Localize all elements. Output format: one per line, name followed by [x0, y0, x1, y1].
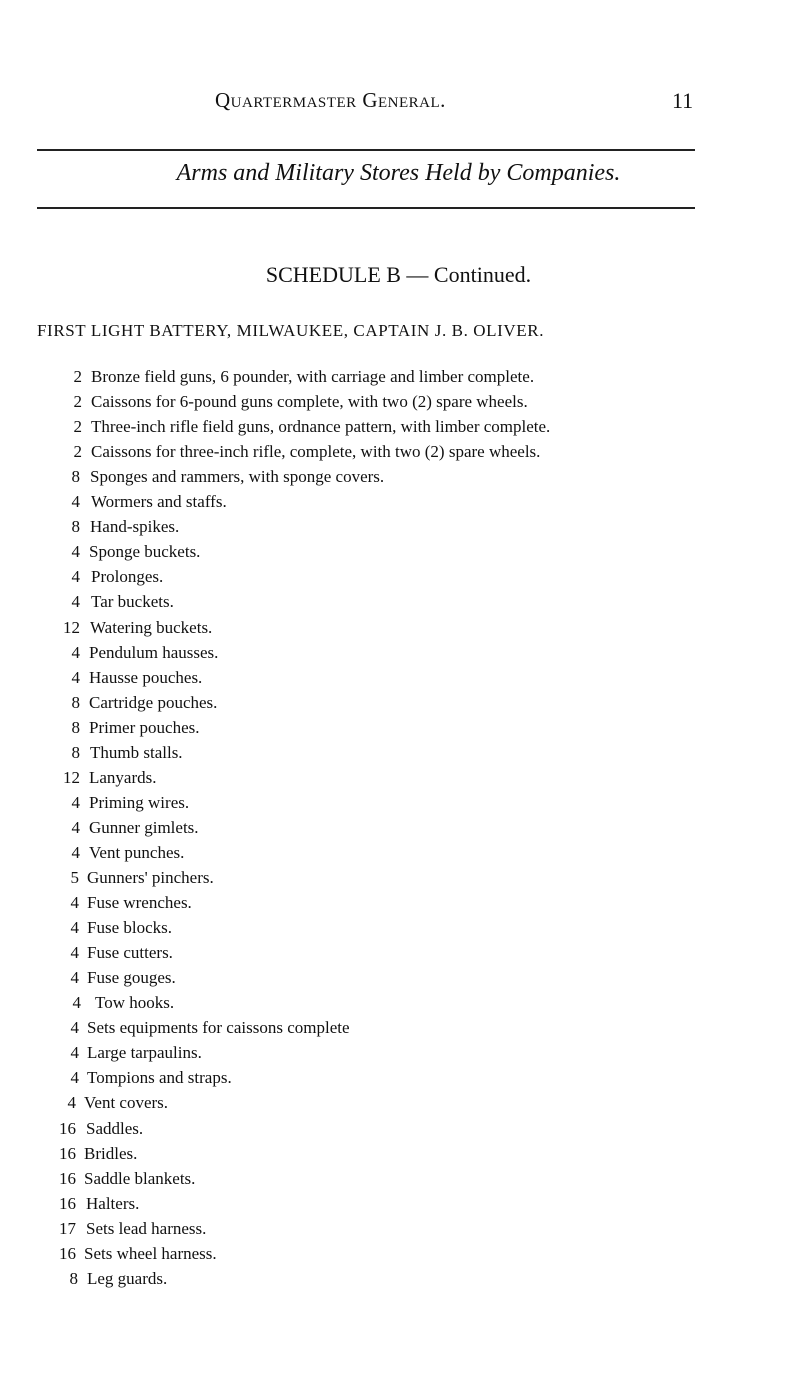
item-quantity: 4 [71, 492, 80, 511]
list-item [0, 492, 797, 516]
item-description: Bronze field guns, 6 pounder, with carriage and limber complete. [91, 367, 535, 386]
list-item [0, 467, 797, 491]
list-item [0, 1269, 797, 1293]
item-quantity: 17 [59, 1219, 76, 1238]
list-item [0, 567, 797, 591]
list-item [0, 1119, 797, 1143]
item-quantity: 12 [63, 768, 80, 787]
item-description: Primer pouches. [89, 718, 200, 737]
item-quantity: 4 [71, 542, 80, 561]
list-item [0, 1219, 797, 1243]
item-description: Fuse blocks. [87, 918, 172, 937]
item-description: Gunners' pinchers. [87, 868, 214, 887]
item-description: Tow hooks. [95, 993, 175, 1012]
item-quantity: 12 [63, 618, 80, 637]
list-item [0, 668, 797, 692]
item-description: Vent punches. [89, 843, 185, 862]
item-quantity: 4 [71, 668, 80, 687]
list-item [0, 592, 797, 616]
item-description: Cartridge pouches. [89, 693, 218, 712]
item-description: Sets lead harness. [86, 1219, 207, 1238]
item-description: Vent covers. [84, 1093, 169, 1112]
item-quantity: 4 [70, 1068, 79, 1087]
item-description: Three-inch rifle field guns, ordnance pattern, with limber complete. [91, 417, 551, 436]
item-description: Fuse wrenches. [87, 893, 192, 912]
list-item [0, 918, 797, 942]
list-item [0, 843, 797, 867]
list-item [0, 643, 797, 667]
bottom-rule [37, 207, 695, 209]
item-quantity: 2 [73, 417, 82, 436]
item-quantity: 16 [59, 1194, 76, 1213]
running-title: Quartermaster General. [215, 88, 446, 112]
list-item [0, 993, 797, 1017]
list-item [0, 693, 797, 717]
list-item [0, 1018, 797, 1042]
item-quantity: 4 [72, 993, 81, 1012]
top-rule [37, 149, 695, 151]
item-quantity: 4 [67, 1093, 76, 1112]
list-item [0, 768, 797, 792]
item-quantity: 8 [71, 517, 80, 536]
list-item [0, 868, 797, 892]
item-description: Bridles. [84, 1144, 138, 1163]
list-item [0, 367, 797, 391]
item-description: Gunner gimlets. [89, 818, 199, 837]
list-item [0, 1043, 797, 1067]
list-item [0, 542, 797, 566]
schedule-heading: SCHEDULE B — Continued. [265, 262, 532, 287]
item-quantity: 8 [71, 718, 80, 737]
list-item [0, 1093, 797, 1117]
item-description: Saddles. [86, 1119, 144, 1138]
item-description: Lanyards. [89, 768, 157, 787]
item-quantity: 4 [71, 592, 80, 611]
list-item [0, 968, 797, 992]
item-quantity: 4 [70, 1018, 79, 1037]
item-quantity: 4 [71, 818, 80, 837]
item-description: Sets equipments for caissons complete [87, 1018, 350, 1037]
item-quantity: 4 [70, 918, 79, 937]
item-description: Saddle blankets. [84, 1169, 196, 1188]
item-description: Caissons for three-inch rifle, complete, with two (2) spare wheels. [91, 442, 541, 461]
item-quantity: 5 [70, 868, 79, 887]
item-quantity: 2 [73, 392, 82, 411]
item-description: Wormers and staffs. [91, 492, 227, 511]
item-quantity: 4 [71, 793, 80, 812]
item-quantity: 4 [70, 1043, 79, 1062]
item-description: Tar buckets. [91, 592, 174, 611]
list-item [0, 1194, 797, 1218]
list-item [0, 442, 797, 466]
item-quantity: 16 [59, 1119, 76, 1138]
item-quantity: 16 [59, 1169, 76, 1188]
item-quantity: 8 [71, 693, 80, 712]
item-description: Leg guards. [87, 1269, 168, 1288]
list-item [0, 943, 797, 967]
item-description: Sponges and rammers, with sponge covers. [90, 467, 385, 486]
item-description: Prolonges. [91, 567, 164, 586]
item-description: Watering buckets. [90, 618, 213, 637]
list-item [0, 1068, 797, 1092]
list-item [0, 718, 797, 742]
item-quantity: 4 [71, 567, 80, 586]
item-description: Hand-spikes. [90, 517, 180, 536]
item-description: Sponge buckets. [89, 542, 201, 561]
item-description: Priming wires. [89, 793, 190, 812]
item-description: Halters. [86, 1194, 140, 1213]
item-quantity: 16 [59, 1244, 76, 1263]
item-description: Caissons for 6-pound guns complete, with two (2) spare wheels. [91, 392, 528, 411]
item-description: Tompions and straps. [87, 1068, 232, 1087]
list-item [0, 1244, 797, 1268]
list-item [0, 793, 797, 817]
item-quantity: 4 [70, 943, 79, 962]
list-item [0, 818, 797, 842]
item-description: Pendulum hausses. [89, 643, 219, 662]
item-quantity: 8 [71, 743, 80, 762]
list-item [0, 618, 797, 642]
item-quantity: 8 [69, 1269, 78, 1288]
item-quantity: 2 [73, 367, 82, 386]
item-description: Large tarpaulins. [87, 1043, 202, 1062]
item-description: Thumb stalls. [90, 743, 183, 762]
list-item [0, 417, 797, 441]
list-item [0, 392, 797, 416]
item-quantity: 4 [71, 643, 80, 662]
item-description: Fuse cutters. [87, 943, 173, 962]
battery-heading: FIRST LIGHT BATTERY, MILWAUKEE, CAPTAIN J. B. OLIVER. [37, 321, 545, 340]
list-item [0, 743, 797, 767]
item-description: Fuse gouges. [87, 968, 176, 987]
item-quantity: 4 [70, 893, 79, 912]
list-item [0, 893, 797, 917]
item-description: Hausse pouches. [89, 668, 203, 687]
page-number: 11 [672, 88, 694, 113]
list-item [0, 1169, 797, 1193]
running-head [0, 88, 797, 122]
section-subtitle: Arms and Military Stores Held by Companies. [176, 160, 621, 186]
item-quantity: 8 [71, 467, 80, 486]
item-quantity: 2 [73, 442, 82, 461]
item-description: Sets wheel harness. [84, 1244, 217, 1263]
item-quantity: 4 [71, 843, 80, 862]
item-quantity: 16 [59, 1144, 76, 1163]
item-quantity: 4 [70, 968, 79, 987]
list-item [0, 1144, 797, 1168]
list-item [0, 517, 797, 541]
